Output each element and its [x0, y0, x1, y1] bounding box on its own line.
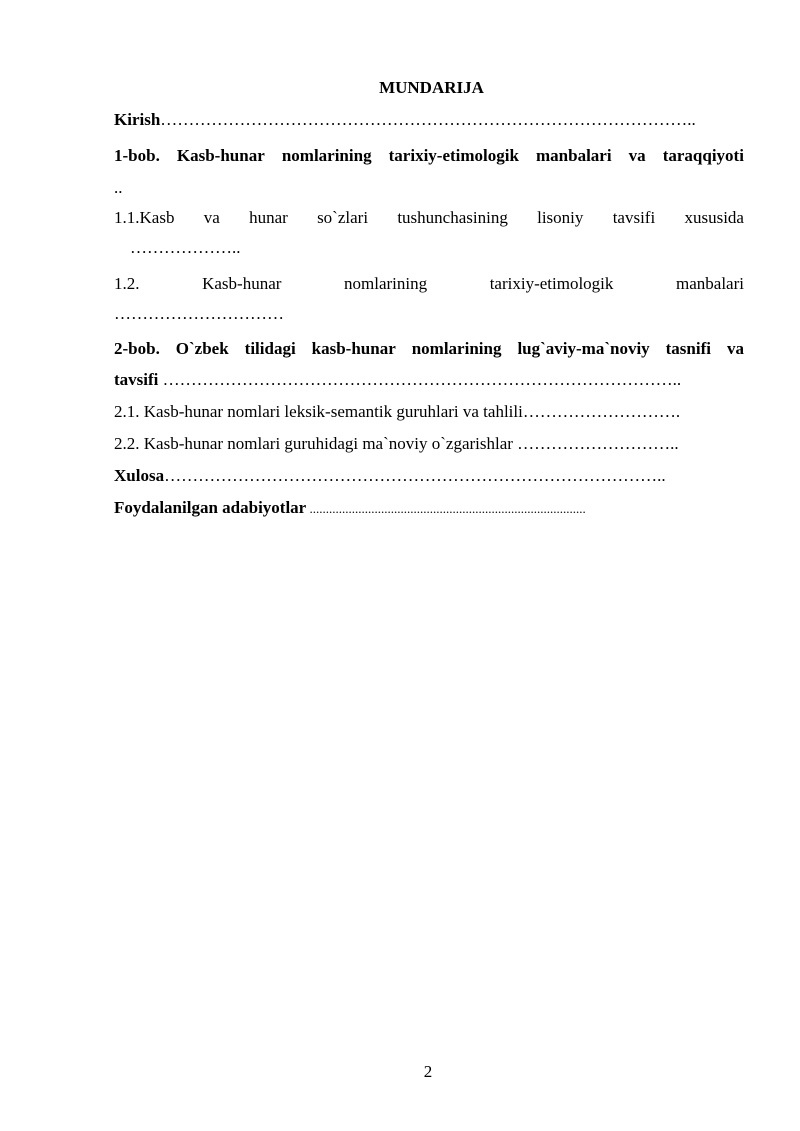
- toc-entry-section-1-1: [114, 208, 744, 228]
- toc-word: lug`aviy-ma`noviy: [517, 339, 650, 358]
- toc-word: va: [203, 208, 220, 227]
- toc-entry-label: Xulosa: [114, 466, 165, 485]
- toc-word: tilidagi: [244, 339, 296, 358]
- toc-word: lisoniy: [537, 208, 584, 227]
- toc-word: hunar: [249, 208, 288, 227]
- toc-leader-dots: …………………………: [114, 304, 284, 323]
- toc-word: nomlarining: [281, 146, 372, 165]
- toc-leader-dots: .....................................................................................: [306, 501, 586, 516]
- toc-entry-label: Kirish: [114, 110, 161, 129]
- toc-leader-dots: ………………..: [130, 238, 241, 257]
- toc-word: tavsifi: [612, 208, 656, 227]
- toc-word: va: [628, 146, 646, 165]
- toc-entry-xulosa: [114, 466, 744, 486]
- toc-word: tarixiy-etimologik: [489, 274, 614, 293]
- toc-word: kasb-hunar: [311, 339, 396, 358]
- toc-word: 1.1.Kasb: [114, 208, 175, 227]
- toc-entry-section-2-1: 2.1. Kasb-hunar nomlari leksik-semantik guruhlari va tahlili……………………….: [114, 402, 681, 421]
- toc-entry-section-1-2: [114, 274, 744, 294]
- toc-word: Kasb-hunar: [202, 274, 282, 293]
- toc-leader-dots: ……………………………………………………………………………..: [164, 466, 666, 485]
- page-number: 2: [423, 1062, 433, 1081]
- toc-heading: MUNDARIJA: [379, 78, 484, 97]
- toc-word: 1-bob.: [114, 146, 160, 165]
- toc-word: manbalari: [536, 146, 612, 165]
- toc-word: xususida: [684, 208, 744, 227]
- toc-leader-dots: ………………………………………………………………………………..: [158, 370, 682, 389]
- toc-entry-chapter1: [114, 146, 744, 166]
- toc-word: 1.2.: [114, 274, 140, 293]
- toc-entry-adabiyotlar: [114, 498, 744, 518]
- toc-word: O`zbek: [175, 339, 229, 358]
- toc-entry-label: tavsifi: [114, 370, 159, 389]
- toc-leader-dots: …………………………………………………………………………………..: [160, 110, 696, 129]
- toc-word: so`zlari: [317, 208, 369, 227]
- toc-word: 2-bob.: [114, 339, 160, 358]
- toc-word: manbalari: [676, 274, 744, 293]
- toc-entry-chapter2: [114, 339, 744, 359]
- toc-entry-section-2-2: 2.2. Kasb-hunar nomlari guruhidagi ma`noviy o`zgarishlar ………………………..: [114, 434, 679, 453]
- toc-word: nomlarining: [344, 274, 428, 293]
- toc-word: Kasb-hunar: [176, 146, 265, 165]
- toc-word: va: [726, 339, 744, 358]
- toc-entry-label: Foydalanilgan adabiyotlar: [114, 498, 307, 517]
- toc-entry-chapter2-cont: [114, 370, 744, 390]
- toc-word: taraqqiyoti: [662, 146, 744, 165]
- toc-entry-kirish: [114, 110, 744, 130]
- toc-word: nomlarining: [411, 339, 502, 358]
- toc-word: tushunchasining: [397, 208, 508, 227]
- toc-word: tasnifi: [665, 339, 711, 358]
- toc-leader-dots: ..: [114, 178, 123, 197]
- toc-word: tarixiy-etimologik: [388, 146, 519, 165]
